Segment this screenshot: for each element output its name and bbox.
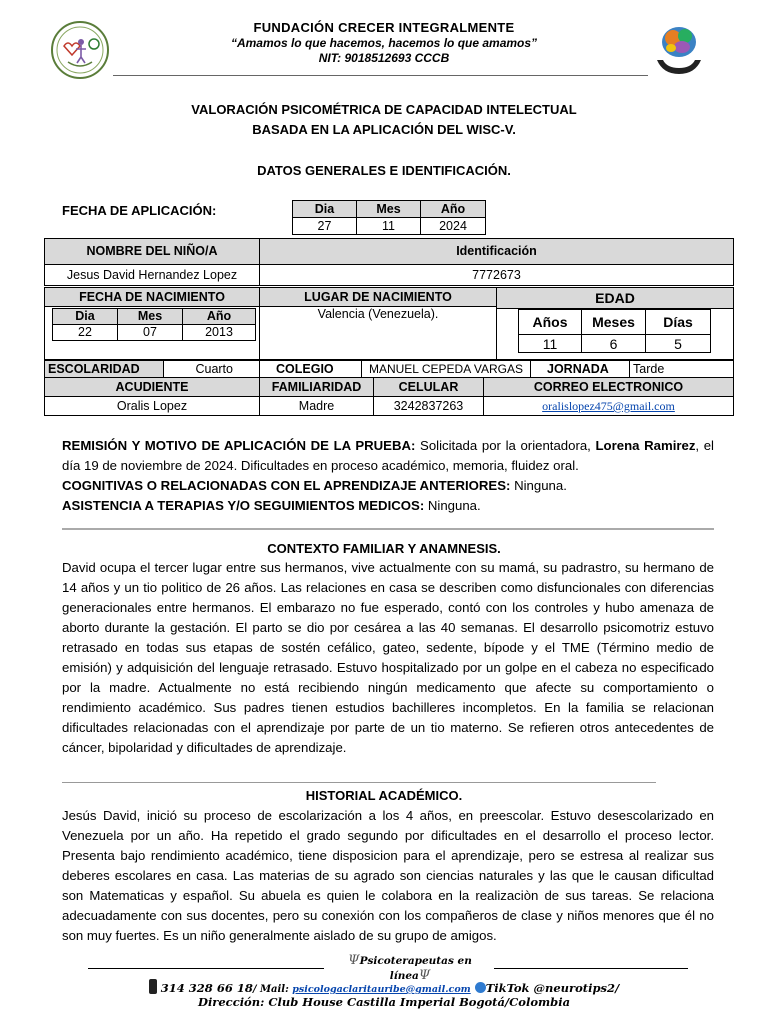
identification-header: Identificación: [259, 238, 734, 265]
birth-place: Valencia (Venezuela).: [317, 307, 439, 321]
age-months: 6: [581, 334, 646, 353]
schooling-value: Cuarto: [163, 360, 260, 378]
org-nit: NIT: 9018512693 CCCB: [318, 51, 450, 65]
app-date-month: 11: [356, 217, 421, 235]
doc-title-line1: VALORACIÓN PSICOMÉTRICA DE CAPACIDAD INTELECTUAL: [191, 102, 577, 117]
header-divider: [113, 75, 648, 76]
app-date-day-header: Dia: [292, 200, 357, 218]
school-value: MANUEL CEPEDA VARGAS: [361, 360, 531, 378]
age-days-header: Días: [645, 309, 711, 335]
guardian-relation: Madre: [259, 396, 374, 416]
age-years: 11: [518, 334, 582, 353]
shift-label: JORNADA: [530, 360, 630, 378]
guardian-name: Oralis Lopez: [44, 396, 260, 416]
app-date-year-header: Año: [420, 200, 486, 218]
psi-icon-right: Ψ: [418, 968, 431, 983]
footer-contact-line: [0, 979, 768, 995]
footer-phone: 314 328 66 18: [160, 981, 253, 995]
guardian-email-link[interactable]: oralislopez475@gmail.com: [542, 399, 675, 413]
child-name-header: NOMBRE DEL NIÑO/A: [44, 238, 260, 265]
app-date-year: 2024: [420, 217, 486, 235]
phone-icon: [149, 979, 157, 994]
age-years-header: Años: [518, 309, 582, 335]
referral-label: REMISIÓN Y MOTIVO DE APLICACIÓN DE LA PRUEBA:: [62, 438, 416, 453]
shift-value: Tarde: [629, 360, 734, 378]
therapy-label: ASISTENCIA A TERAPIAS Y/O SEGUIMIENTOS MEDICOS:: [62, 498, 425, 513]
right-logo: [652, 22, 706, 78]
section-divider: [62, 528, 714, 530]
application-date-label: FECHA DE APLICACIÓN:: [62, 203, 217, 218]
footer-rule-right: [494, 968, 688, 969]
referral-text-a: Solicitada por la orientadora,: [415, 438, 596, 453]
guardian-phone: 3242837263: [373, 396, 484, 416]
guardian-header: ACUDIENTE: [44, 377, 260, 397]
birth-month-header: Mes: [117, 308, 183, 325]
therapy-value: Ninguna.: [424, 498, 481, 513]
schooling-label: ESCOLARIDAD: [44, 360, 164, 378]
section-title-general: DATOS GENERALES E IDENTIFICACIÓN.: [257, 163, 511, 178]
footer-address: Dirección: Club House Castilla Imperial Bogotá/Colombia: [197, 995, 571, 1009]
footer-mail-label: / Mail:: [252, 984, 293, 995]
family-section-title: CONTEXTO FAMILIAR Y ANAMNESIS.: [267, 541, 501, 556]
email-header: CORREO ELECTRONICO: [483, 377, 734, 397]
academic-section-title: HISTORIAL ACADÉMICO.: [305, 788, 463, 803]
org-motto: “Amamos lo que hacemos, hacemos lo que amamos”: [230, 36, 538, 50]
guardian-email-cell: [483, 396, 734, 416]
birth-day: 22: [52, 324, 118, 341]
child-id: 7772673: [259, 264, 734, 286]
cognitive-label: COGNITIVAS O RELACIONADAS CON EL APRENDIZAJE ANTERIORES:: [62, 478, 511, 493]
footer-tagline: Psicoterapeutas en línea: [359, 955, 472, 982]
footer-rule-left: [88, 968, 324, 969]
cognitive-value: Ninguna.: [510, 478, 567, 493]
birth-date-header: FECHA DE NACIMIENTO: [44, 287, 260, 307]
age-header: EDAD: [496, 287, 734, 309]
age-months-header: Meses: [581, 309, 646, 335]
app-date-month-header: Mes: [356, 200, 421, 218]
age-days: 5: [645, 334, 711, 353]
birth-year-header: Año: [182, 308, 256, 325]
family-paragraph: David ocupa el tercer lugar entre sus hermanos, vive actualmente con su mamá, su padrastro, su hermano de 14 años y un tio politico de 26 años. Las relaciones en casa se describen como disfuncionales con diferencias generacionales entre hermanos. El embarazo no fue esperado, contó con los controles y hubo amenaza de aborto durante la gestación. El parto se dio por cesárea a las 40 semanas. El desarrollo psicomotriz estuvo retrasado en todas sus etapas de sostén cefálico, gateo, sedente, bípode y el TME (Término medio de emisión) y adquisición del lenguaje retrasado. Estuvo hospitalizado por un golpe en el cabeza no especificado por la madre. Actualmente no está recibiendo ningún medicamento que afecte su comportamiento o rendimiento académico. Sus padres tienen estudios bachilleres incompletos. En la familia se relacionan dificultades relacionadas con el aprendizaje por parte de un tio materno. Se refieren otros antecedentes de cáncer, bipolaridad y dificultades de aprendizaje.: [62, 560, 714, 755]
referral-counselor: Lorena Ramirez: [595, 438, 696, 453]
footer-tiktok: TikTok @neurotips2/: [485, 981, 620, 995]
app-date-day: 27: [292, 217, 357, 235]
globe-icon: [475, 982, 486, 993]
referral-text-b: , el día 19 de noviembre de 2024. Dificultades en proceso académico, memoria, fluidez oral.: [62, 438, 714, 473]
birth-month: 07: [117, 324, 183, 341]
psi-icon: Ψ: [348, 953, 360, 968]
birth-place-header: LUGAR DE NACIMIENTO: [259, 287, 497, 307]
section-divider-2: [62, 782, 656, 783]
relation-header: FAMILIARIDAD: [259, 377, 374, 397]
footer-mail-link[interactable]: psicologaclaritauribe@gmail.com: [292, 984, 471, 995]
birth-day-header: Dia: [52, 308, 118, 325]
referral-paragraph: [62, 436, 714, 516]
birth-year: 2013: [182, 324, 256, 341]
org-name: FUNDACIÓN CRECER INTEGRALMENTE: [253, 20, 515, 35]
phone-header: CELULAR: [373, 377, 484, 397]
doc-title-line2: BASADA EN LA APLICACIÓN DEL WISC-V.: [252, 122, 516, 137]
child-name: Jesus David Hernandez Lopez: [44, 264, 260, 286]
academic-paragraph: Jesús David, inició su proceso de escolarización a los 4 años, en preescolar. Estuvo desescolarizado en Venezuela por un año. Ha repetido el grado segundo por dificultades en el desarrollo el proceso lector. Presenta bajo rendimiento académico, tiene disposicion para el aprendizaje, pero se estresa al realizar sus deberes escolares en casa. Las materias de su agrado son ciencias naturales y las que le causan dificultad son Matematicas y español. Su abuela es quien le colabora en la realizaciòn de sus tareas. Se relaciona adecuadamente con sus docentes, pero su conexión con los compañeros de clase y niños menores que él no son muy fuertes. Es un niño generalmente aislado de su grupo de amigos.: [62, 808, 714, 943]
school-label: COLEGIO: [259, 360, 362, 378]
